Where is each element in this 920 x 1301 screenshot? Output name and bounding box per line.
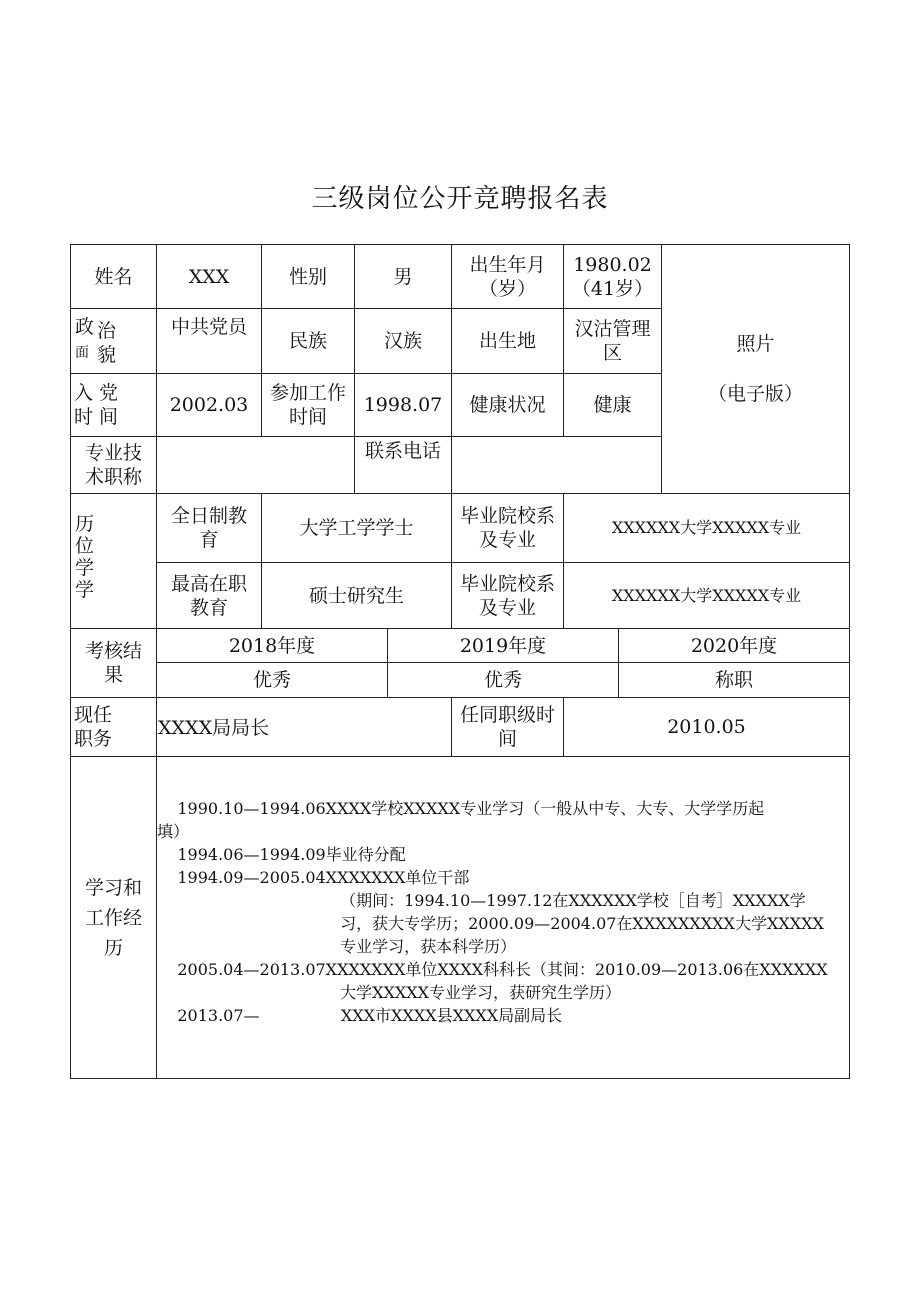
experience-line: 1994.09—2005.04XXXXXXX单位干部 — [157, 868, 470, 887]
birth-label — [451, 244, 564, 309]
position-label — [70, 697, 157, 757]
party-join-label-line1: 入 党 — [74, 382, 119, 404]
assessment-label-line2: 果 — [103, 664, 123, 686]
education-label-char2: 历 — [75, 513, 95, 535]
onjob-edu-label — [156, 562, 262, 629]
tech-title-value[interactable] — [156, 436, 355, 494]
position-label-line2: 职务 — [74, 728, 113, 750]
party-join-label — [70, 373, 157, 437]
onjob-edu-value[interactable]: 硕士研究生 — [261, 562, 452, 629]
birthplace-value[interactable] — [563, 308, 662, 374]
position-since-label — [451, 697, 564, 757]
experience-line: （期间：1994.10—1997.12在XXXXXX学校［自考］XXXXX学 — [157, 891, 806, 910]
birthplace-value-line1: 汉沽管理 — [574, 318, 651, 340]
experience-label-line3: 历 — [103, 936, 123, 959]
fulltime-school-label — [451, 493, 564, 563]
experience-line: 专业学习，获本科学历） — [157, 937, 517, 956]
gender-value[interactable]: 男 — [354, 244, 452, 309]
assessment-result[interactable]: 优秀 — [156, 662, 388, 698]
photo-sublabel: （电子版） — [707, 383, 803, 405]
fulltime-school-value[interactable]: XXXXXX大学XXXXX专业 — [563, 493, 850, 563]
form-title: 三级岗位公开竞聘报名表 — [311, 184, 609, 214]
position-label-line1: 现任 — [74, 704, 113, 726]
onjob-edu-label-line1: 最高在职 — [170, 572, 247, 595]
experience-label — [70, 756, 157, 1079]
political-label-char4: 貌 — [97, 344, 117, 366]
fulltime-edu-label — [156, 493, 262, 563]
position-since-value[interactable]: 2010.05 — [563, 697, 850, 757]
education-label-char4: 位 — [75, 535, 95, 557]
assessment-label-line1: 考核结 — [84, 640, 142, 662]
work-start-label — [261, 373, 355, 437]
photo-box[interactable] — [661, 244, 850, 494]
onjob-school-label — [451, 562, 564, 629]
assessment-result[interactable]: 优秀 — [387, 662, 619, 698]
education-label-char3: 学 — [75, 579, 95, 601]
health-value[interactable]: 健康 — [563, 373, 662, 437]
political-value[interactable]: 中共党员 — [156, 308, 262, 374]
fulltime-edu-value[interactable]: 大学工学学士 — [261, 493, 452, 563]
education-label — [70, 493, 157, 629]
phone-value[interactable] — [451, 436, 662, 494]
experience-label-line2: 工作经 — [84, 906, 142, 929]
birth-value-line1: 1980.02 — [573, 253, 652, 276]
birthplace-label: 出生地 — [451, 308, 564, 374]
onjob-edu-label-line2: 教育 — [189, 596, 228, 619]
position-value[interactable]: XXXX局局长 — [156, 697, 452, 757]
political-label-char2: 治 — [97, 320, 117, 342]
ethnic-label: 民族 — [261, 308, 355, 374]
gender-label: 性别 — [261, 244, 355, 309]
ethnic-value[interactable]: 汉族 — [354, 308, 452, 374]
experience-line: 大学XXXXX专业学习，获研究生学历） — [157, 983, 622, 1002]
tech-title-label-line2: 术职称 — [84, 466, 142, 488]
tech-title-label — [70, 436, 157, 494]
assessment-result[interactable]: 称职 — [618, 662, 850, 698]
tech-title-label-line1: 专业技 — [84, 442, 142, 464]
education-label-char1: 学 — [75, 557, 95, 579]
fulltime-school-label-line1: 毕业院校系 — [459, 505, 555, 527]
birthplace-value-line2: 区 — [602, 342, 622, 364]
party-join-value[interactable]: 2002.03 — [156, 373, 262, 437]
position-since-label-line2: 间 — [497, 728, 517, 750]
birth-label-line1: 出生年月 — [469, 253, 546, 276]
experience-line: 2005.04—2013.07XXXXXXX单位XXXX科科长（其间：2010.09—2013.06在XXXXXX — [157, 960, 828, 979]
work-start-label-line2: 时间 — [288, 406, 327, 428]
onjob-school-label-line2: 及专业 — [478, 596, 536, 619]
onjob-school-label-line1: 毕业院校系 — [459, 572, 555, 595]
onjob-school-value[interactable]: XXXXXX大学XXXXX专业 — [563, 562, 850, 629]
phone-label: 联系电话 — [354, 436, 452, 494]
assessment-label — [70, 628, 157, 698]
experience-line: 1994.06—1994.09毕业待分配 — [157, 845, 406, 864]
work-start-value[interactable]: 1998.07 — [354, 373, 452, 437]
work-start-label-line1: 参加工作 — [269, 382, 346, 404]
assessment-year: 2019年度 — [387, 628, 619, 663]
party-join-label-line2: 时 间 — [74, 406, 119, 428]
name-value[interactable]: XXX — [156, 244, 262, 309]
fulltime-school-label-line2: 及专业 — [478, 529, 536, 551]
experience-line: 1990.10—1994.06XXXX学校XXXXX专业学习（一般从中专、大专、大学学历起 — [157, 799, 765, 818]
fulltime-edu-label-line1: 全日制教 — [170, 505, 247, 527]
fulltime-edu-label-line2: 育 — [199, 529, 219, 551]
experience-text — [157, 797, 847, 1027]
political-label — [70, 308, 157, 374]
experience-line: 填） — [157, 822, 190, 841]
experience-line: 习，获大专学历；2000.09—2004.07在XXXXXXXXX大学XXXXX — [157, 914, 824, 933]
experience-line: 2013.07— XXX市XXXX县XXXX局副局长 — [157, 1006, 563, 1025]
birth-label-line2: （岁） — [478, 277, 536, 300]
experience-label-line1: 学习和 — [84, 876, 142, 899]
assessment-year: 2018年度 — [156, 628, 388, 663]
position-since-label-line1: 任同职级时 — [459, 704, 555, 726]
photo-label: 照片 — [736, 333, 775, 355]
assessment-year: 2020年度 — [618, 628, 850, 663]
birth-value[interactable] — [563, 244, 662, 309]
birth-value-line2: （41岁） — [571, 277, 654, 300]
name-label: 姓名 — [70, 244, 157, 309]
political-label-char1: 政 — [75, 316, 95, 338]
health-label: 健康状况 — [451, 373, 564, 437]
political-label-char3: 面 — [75, 345, 89, 361]
